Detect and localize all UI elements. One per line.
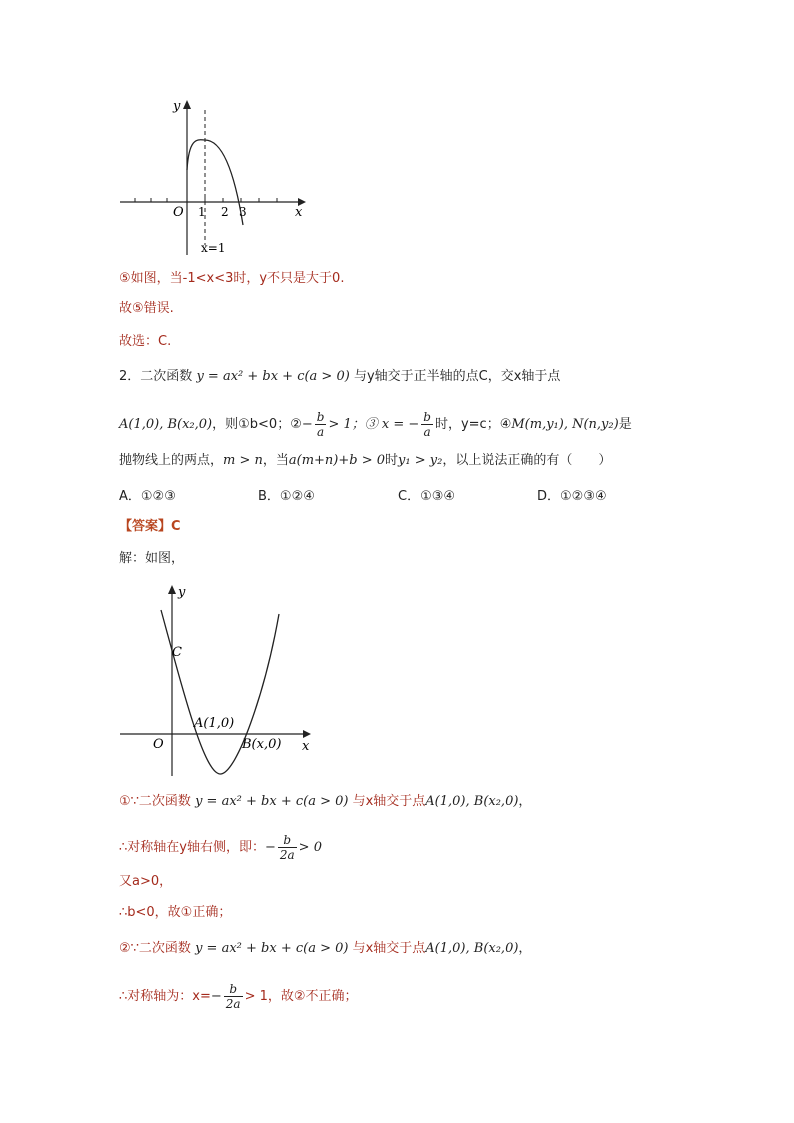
graph2-x-label: x <box>302 739 310 754</box>
graph-1 <box>115 95 315 265</box>
q2-function: y = ax² + bx + c(a > 0) <box>196 369 350 384</box>
option-a: A．①②③ <box>119 489 176 504</box>
sol-l5-b: 与x轴交于点 <box>352 941 426 956</box>
q2-points: A(1,0), B(x₂,0) <box>119 417 213 432</box>
q2-s3: 时，y=c；④ <box>434 417 512 432</box>
solution-line-6 <box>119 982 358 1011</box>
frac-den: a <box>317 425 325 439</box>
frac-num: b <box>316 410 325 424</box>
x-equals: x = − <box>381 417 420 432</box>
q2-number: 2． <box>119 369 141 384</box>
solution-line-5 <box>119 939 531 959</box>
q2-y1y2: y₁ > y₂ <box>398 453 443 468</box>
graph2-y-label: y <box>178 585 186 600</box>
option-d: D．①②③④ <box>537 489 607 504</box>
sol-l1-a: ①∵二次函数 <box>119 794 191 809</box>
sol-l5-a: ②∵二次函数 <box>119 941 191 956</box>
sol-l1-func: y = ax² + bx + c(a > 0) <box>195 794 349 809</box>
graph1-x-label: x <box>295 205 303 220</box>
sol-l2-b: > 0 <box>298 840 322 855</box>
q2-line3-c: 时 <box>385 453 399 468</box>
sol-l6-a: ∴对称轴为：x= <box>119 989 211 1004</box>
q1-line-conclusion: 故⑤错误. <box>119 301 174 316</box>
solution-line-4: ∴b<0，故①正确； <box>119 905 232 920</box>
sol-l5-pts: A(1,0), B(x₂,0) <box>425 941 519 956</box>
fraction-b-over-a <box>315 410 327 439</box>
option-c: C．①③④ <box>398 489 456 504</box>
q2-line3-d: ，以上说法正确的有（ ） <box>442 453 612 468</box>
q2-s1: ，则①b<0；② <box>212 417 302 432</box>
graph2-origin: O <box>153 737 164 752</box>
q2-s2: > 1；③ <box>328 417 378 432</box>
graph1-origin: O <box>173 205 184 220</box>
q2-line-2 <box>119 410 632 439</box>
sol-l5-end: ， <box>518 941 532 956</box>
graph-2 <box>115 578 325 778</box>
sol-l1-pts: A(1,0), B(x₂,0) <box>425 794 519 809</box>
graph2-point-b: B(x,0) <box>242 737 282 752</box>
frac-num: b <box>278 833 297 848</box>
q2-line-3 <box>119 451 611 471</box>
option-b: B．①②④ <box>258 489 315 504</box>
answer-label: 【答案】C <box>119 519 181 534</box>
q2-line-1 <box>119 367 560 387</box>
sol-l1-end: ， <box>518 794 532 809</box>
q1-line-5: ⑤如图，当-1<x<3时，y不只是大于0. <box>119 271 345 286</box>
fraction-b-over-2a-2 <box>224 982 243 1011</box>
fraction-b-over-2a <box>278 833 297 862</box>
minus-sign: − <box>264 840 276 855</box>
graph1-tick-3: 3 <box>239 205 247 219</box>
solution-line-2 <box>119 833 322 862</box>
parabola-curve <box>187 140 243 225</box>
solution-line-3: 又a>0， <box>119 874 173 889</box>
frac-num: b <box>224 982 243 997</box>
sol-l1-b: 与x轴交于点 <box>352 794 426 809</box>
sol-l2-a: ∴对称轴在y轴右侧，即： <box>119 840 265 855</box>
q1-line-choice: 故选：C. <box>119 334 172 349</box>
frac-den: 2a <box>225 997 241 1011</box>
fraction-b-over-a-2 <box>421 410 433 439</box>
q2-cond: a(m+n)+b > 0 <box>288 453 386 468</box>
solution-line-1 <box>119 792 531 812</box>
graph1-tick-1: 1 <box>198 205 206 219</box>
q2-line3-b: ，当 <box>262 453 289 468</box>
sol-l5-func: y = ax² + bx + c(a > 0) <box>195 941 349 956</box>
q2-s4: M(m,y₁), N(n,y₂) <box>511 417 619 432</box>
sol-l6-b: > 1，故②不正确； <box>244 989 358 1004</box>
minus-sign: − <box>301 417 313 432</box>
graph1-tick-2: 2 <box>221 205 229 219</box>
q2-mn: m > n <box>223 453 263 468</box>
q2-s5: 是 <box>618 417 632 432</box>
graph1-y-label: y <box>173 99 181 114</box>
frac-den: 2a <box>279 848 295 862</box>
q2-intro-a: 二次函数 <box>140 369 193 384</box>
q2-intro-b: 与y轴交于正半轴的点C，交x轴于点 <box>353 369 561 384</box>
solution-intro: 解：如图， <box>119 551 185 566</box>
graph2-point-c: C <box>172 645 182 660</box>
graph2-point-a: A(1,0) <box>194 716 235 731</box>
q2-line3-a: 抛物线上的两点， <box>119 453 224 468</box>
frac-den: a <box>423 425 431 439</box>
minus-sign: − <box>210 989 222 1004</box>
graph1-axis-label: x=1 <box>201 241 226 255</box>
frac-num: b <box>423 410 431 424</box>
